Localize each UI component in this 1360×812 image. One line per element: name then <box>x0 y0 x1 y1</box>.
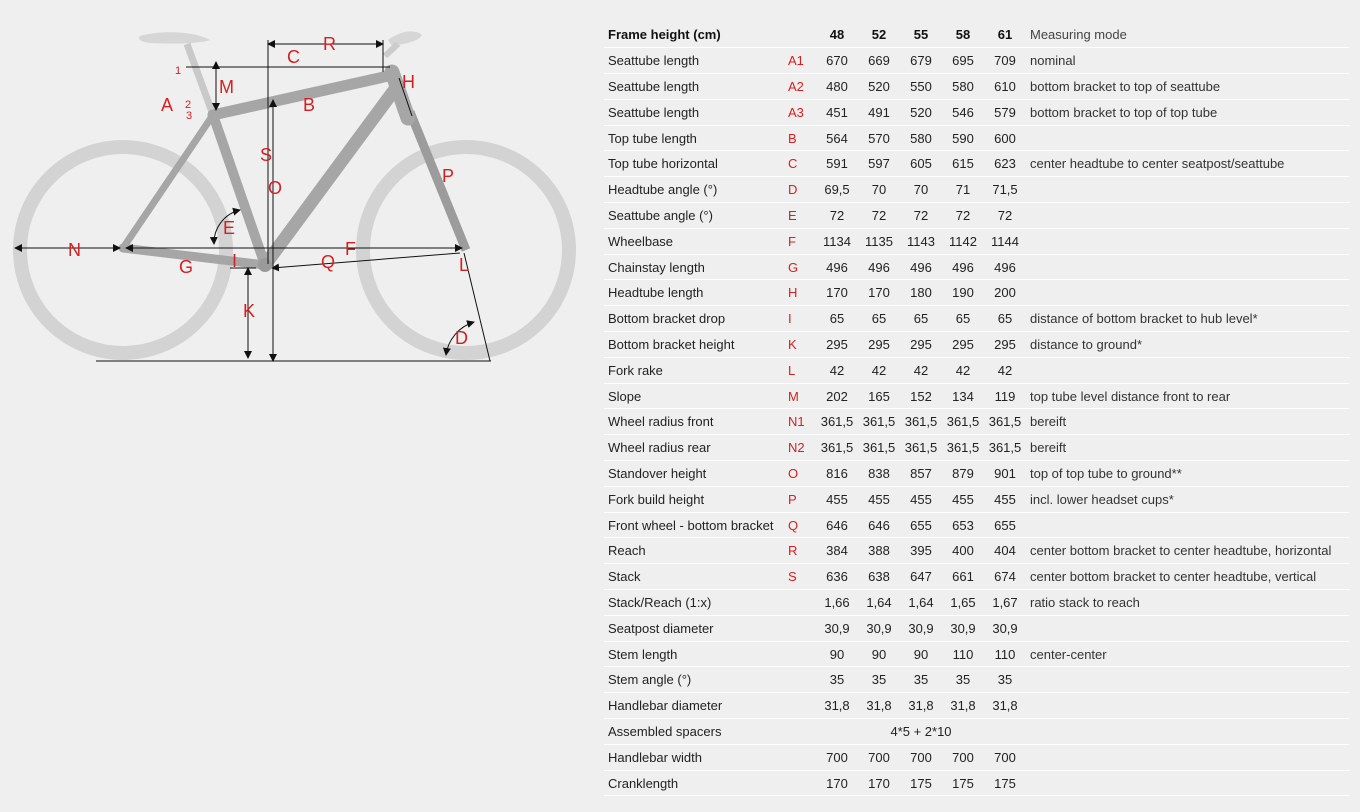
table-row <box>604 254 1349 280</box>
value-cell: 42 <box>984 357 1026 383</box>
value-cell: 520 <box>900 99 942 125</box>
value-cell: 31,8 <box>900 693 942 719</box>
value-cell: 134 <box>942 383 984 409</box>
value-cell: 361,5 <box>816 409 858 435</box>
value-cell: 597 <box>858 151 900 177</box>
measurement-code: D <box>784 177 816 203</box>
value-cell: 623 <box>984 151 1026 177</box>
table-row <box>604 306 1349 332</box>
value-cell: 72 <box>816 203 858 229</box>
value-cell: 700 <box>858 744 900 770</box>
value-cell: 119 <box>984 383 1026 409</box>
value-cell: 580 <box>942 74 984 100</box>
value-cell: 42 <box>900 357 942 383</box>
table-row <box>604 357 1349 383</box>
table-row <box>604 770 1349 796</box>
value-cell: 700 <box>900 744 942 770</box>
value-cell: 1,64 <box>858 590 900 616</box>
measurement-name: Stack/Reach (1:x) <box>604 590 784 616</box>
value-cell: 646 <box>816 512 858 538</box>
value-cell: 550 <box>900 74 942 100</box>
merged-value-cell: 4*5 + 2*10 <box>816 719 1026 745</box>
table-row <box>604 228 1349 254</box>
measuring-mode-heading: Measuring mode <box>1026 22 1349 48</box>
label-1: 1 <box>175 65 182 77</box>
value-cell: 70 <box>858 177 900 203</box>
measurement-code <box>784 615 816 641</box>
table-row <box>604 461 1349 487</box>
measurement-code: E <box>784 203 816 229</box>
measuring-mode-note: nominal <box>1026 48 1349 74</box>
measurement-code: M <box>784 383 816 409</box>
value-cell: 610 <box>984 74 1026 100</box>
value-cell: 361,5 <box>858 409 900 435</box>
size-heading: 55 <box>900 22 942 48</box>
measurement-code: C <box>784 151 816 177</box>
value-cell: 72 <box>942 203 984 229</box>
measuring-mode-note: bottom bracket to top of top tube <box>1026 99 1349 125</box>
value-cell: 655 <box>900 512 942 538</box>
measurement-name: Wheelbase <box>604 228 784 254</box>
measurement-code: R <box>784 538 816 564</box>
measuring-mode-note: center bottom bracket to center headtube, horizontal <box>1026 538 1349 564</box>
measurement-name: Seattube length <box>604 48 784 74</box>
value-cell: 71 <box>942 177 984 203</box>
value-cell: 190 <box>942 280 984 306</box>
measurement-code: N1 <box>784 409 816 435</box>
value-cell: 857 <box>900 461 942 487</box>
value-cell: 361,5 <box>900 409 942 435</box>
value-cell: 31,8 <box>984 693 1026 719</box>
measurement-code <box>784 719 816 745</box>
table-row <box>604 99 1349 125</box>
label-A: A <box>161 95 174 115</box>
value-cell: 404 <box>984 538 1026 564</box>
table-row <box>604 564 1349 590</box>
measuring-mode-note: bottom bracket to top of seattube <box>1026 74 1349 100</box>
value-cell: 295 <box>984 332 1026 358</box>
value-cell: 175 <box>984 770 1026 796</box>
label-D: D <box>455 328 468 348</box>
value-cell: 30,9 <box>900 615 942 641</box>
table-row <box>604 486 1349 512</box>
measurement-code: S <box>784 564 816 590</box>
measuring-mode-note: distance of bottom bracket to hub level* <box>1026 306 1349 332</box>
measurement-name: Handlebar width <box>604 744 784 770</box>
value-cell: 170 <box>816 280 858 306</box>
measurement-code <box>784 590 816 616</box>
table-row <box>604 203 1349 229</box>
measurement-name: Headtube angle (°) <box>604 177 784 203</box>
value-cell: 42 <box>816 357 858 383</box>
measuring-mode-note <box>1026 770 1349 796</box>
value-cell: 90 <box>816 641 858 667</box>
label-O: O <box>268 178 283 198</box>
value-cell: 901 <box>984 461 1026 487</box>
measurement-code: F <box>784 228 816 254</box>
value-cell: 295 <box>816 332 858 358</box>
value-cell: 170 <box>816 770 858 796</box>
measuring-mode-note <box>1026 357 1349 383</box>
table-row <box>604 177 1349 203</box>
value-cell: 636 <box>816 564 858 590</box>
value-cell: 700 <box>942 744 984 770</box>
measuring-mode-note <box>1026 744 1349 770</box>
fork <box>410 112 466 250</box>
value-cell: 816 <box>816 461 858 487</box>
table-row <box>604 280 1349 306</box>
size-heading: 58 <box>942 22 984 48</box>
measurement-code <box>784 641 816 667</box>
value-cell: 615 <box>942 151 984 177</box>
label-2: 2 <box>185 99 192 111</box>
label-R: R <box>323 34 336 54</box>
value-cell: 591 <box>816 151 858 177</box>
value-cell: 879 <box>942 461 984 487</box>
saddle <box>139 32 210 43</box>
value-cell: 30,9 <box>942 615 984 641</box>
value-cell: 384 <box>816 538 858 564</box>
value-cell: 361,5 <box>942 435 984 461</box>
value-cell: 361,5 <box>816 435 858 461</box>
value-cell: 72 <box>858 203 900 229</box>
measurement-code: L <box>784 357 816 383</box>
value-cell: 152 <box>900 383 942 409</box>
label-B: B <box>303 95 316 115</box>
value-cell: 165 <box>858 383 900 409</box>
value-cell: 170 <box>858 280 900 306</box>
measuring-mode-note <box>1026 615 1349 641</box>
label-3: 3 <box>186 110 193 122</box>
value-cell: 496 <box>942 254 984 280</box>
measurement-name: Fork rake <box>604 357 784 383</box>
value-cell: 30,9 <box>816 615 858 641</box>
value-cell: 361,5 <box>942 409 984 435</box>
value-cell: 600 <box>984 125 1026 151</box>
measurement-name: Front wheel - bottom bracket <box>604 512 784 538</box>
value-cell: 520 <box>858 74 900 100</box>
label-G: G <box>179 257 194 277</box>
value-cell: 395 <box>900 538 942 564</box>
measuring-mode-note: center bottom bracket to center headtube, vertical <box>1026 564 1349 590</box>
measurement-name: Seattube length <box>604 74 784 100</box>
value-cell: 496 <box>858 254 900 280</box>
measuring-mode-note <box>1026 254 1349 280</box>
measurement-name: Slope <box>604 383 784 409</box>
value-cell: 295 <box>900 332 942 358</box>
value-cell: 31,8 <box>858 693 900 719</box>
value-cell: 653 <box>942 512 984 538</box>
value-cell: 65 <box>816 306 858 332</box>
value-cell: 496 <box>984 254 1026 280</box>
value-cell: 1134 <box>816 228 858 254</box>
measurement-name: Bottom bracket drop <box>604 306 784 332</box>
bike-geometry-diagram <box>0 0 600 420</box>
label-C: C <box>287 47 300 67</box>
measurement-name: Cranklength <box>604 770 784 796</box>
value-cell: 65 <box>942 306 984 332</box>
value-cell: 709 <box>984 48 1026 74</box>
measurement-name: Wheel radius rear <box>604 435 784 461</box>
table-row <box>604 383 1349 409</box>
value-cell: 90 <box>858 641 900 667</box>
measurement-name: Reach <box>604 538 784 564</box>
size-heading: 48 <box>816 22 858 48</box>
size-heading: 61 <box>984 22 1026 48</box>
measuring-mode-note: incl. lower headset cups* <box>1026 486 1349 512</box>
value-cell: 1,64 <box>900 590 942 616</box>
measurement-code <box>784 667 816 693</box>
measurement-name: Stem length <box>604 641 784 667</box>
value-cell: 110 <box>942 641 984 667</box>
table-row <box>604 693 1349 719</box>
value-cell: 180 <box>900 280 942 306</box>
value-cell: 679 <box>900 48 942 74</box>
bottom-bracket <box>258 258 272 272</box>
table-row <box>604 435 1349 461</box>
value-cell: 361,5 <box>900 435 942 461</box>
value-cell: 455 <box>816 486 858 512</box>
value-cell: 451 <box>816 99 858 125</box>
value-cell: 361,5 <box>984 409 1026 435</box>
table-row <box>604 151 1349 177</box>
label-K: K <box>243 301 256 321</box>
value-cell: 65 <box>984 306 1026 332</box>
measurement-name: Standover height <box>604 461 784 487</box>
label-I: I <box>232 251 238 271</box>
value-cell: 646 <box>858 512 900 538</box>
code-heading <box>784 22 816 48</box>
value-cell: 669 <box>858 48 900 74</box>
measurement-code: A3 <box>784 99 816 125</box>
value-cell: 30,9 <box>984 615 1026 641</box>
value-cell: 175 <box>900 770 942 796</box>
value-cell: 31,8 <box>942 693 984 719</box>
measurement-code: I <box>784 306 816 332</box>
value-cell: 695 <box>942 48 984 74</box>
measuring-mode-note <box>1026 719 1349 745</box>
measurement-code <box>784 693 816 719</box>
value-cell: 361,5 <box>858 435 900 461</box>
value-cell: 570 <box>858 125 900 151</box>
measurement-code: A2 <box>784 74 816 100</box>
measuring-mode-note: bereift <box>1026 409 1349 435</box>
value-cell: 170 <box>858 770 900 796</box>
measuring-mode-note <box>1026 693 1349 719</box>
label-E: E <box>223 218 236 238</box>
value-cell: 579 <box>984 99 1026 125</box>
measuring-mode-note: top tube level distance front to rear <box>1026 383 1349 409</box>
value-cell: 455 <box>942 486 984 512</box>
value-cell: 564 <box>816 125 858 151</box>
measurement-name: Assembled spacers <box>604 719 784 745</box>
measurement-code: Q <box>784 512 816 538</box>
table-row <box>604 332 1349 358</box>
size-heading: 52 <box>858 22 900 48</box>
value-cell: 480 <box>816 74 858 100</box>
label-Q: Q <box>321 252 336 272</box>
table-row <box>604 719 1349 745</box>
table-row <box>604 615 1349 641</box>
value-cell: 455 <box>858 486 900 512</box>
measuring-mode-note: center-center <box>1026 641 1349 667</box>
measurement-name: Wheel radius front <box>604 409 784 435</box>
value-cell: 674 <box>984 564 1026 590</box>
measurement-code: B <box>784 125 816 151</box>
value-cell: 175 <box>942 770 984 796</box>
measuring-mode-note <box>1026 512 1349 538</box>
measurement-name: Seattube angle (°) <box>604 203 784 229</box>
value-cell: 670 <box>816 48 858 74</box>
value-cell: 580 <box>900 125 942 151</box>
value-cell: 1142 <box>942 228 984 254</box>
table-row <box>604 538 1349 564</box>
label-F: F <box>345 239 356 259</box>
measurement-name: Bottom bracket height <box>604 332 784 358</box>
label-P: P <box>442 166 455 186</box>
measurement-name: Handlebar diameter <box>604 693 784 719</box>
value-cell: 361,5 <box>984 435 1026 461</box>
value-cell: 35 <box>942 667 984 693</box>
measuring-mode-note <box>1026 177 1349 203</box>
value-cell: 1143 <box>900 228 942 254</box>
measurement-name: Fork build height <box>604 486 784 512</box>
label-S: S <box>260 145 273 165</box>
value-cell: 700 <box>984 744 1026 770</box>
value-cell: 35 <box>816 667 858 693</box>
value-cell: 35 <box>900 667 942 693</box>
value-cell: 65 <box>900 306 942 332</box>
table-row <box>604 125 1349 151</box>
table-row <box>604 74 1349 100</box>
value-cell: 295 <box>942 332 984 358</box>
value-cell: 491 <box>858 99 900 125</box>
value-cell: 42 <box>858 357 900 383</box>
value-cell: 65 <box>858 306 900 332</box>
measurement-name: Stack <box>604 564 784 590</box>
geometry-table <box>604 22 1349 796</box>
measuring-mode-note: bereift <box>1026 435 1349 461</box>
value-cell: 1144 <box>984 228 1026 254</box>
handlebar <box>388 31 422 46</box>
value-cell: 42 <box>942 357 984 383</box>
measurement-name: Headtube length <box>604 280 784 306</box>
table-row <box>604 641 1349 667</box>
value-cell: 90 <box>900 641 942 667</box>
measurement-name: Stem angle (°) <box>604 667 784 693</box>
label-M: M <box>219 77 234 97</box>
measurement-name: Seattube length <box>604 99 784 125</box>
table-row <box>604 48 1349 74</box>
value-cell: 110 <box>984 641 1026 667</box>
geometry-table-body <box>604 48 1349 796</box>
value-cell: 35 <box>858 667 900 693</box>
label-N: N <box>68 240 81 260</box>
value-cell: 647 <box>900 564 942 590</box>
measuring-mode-note <box>1026 228 1349 254</box>
stem <box>385 44 398 56</box>
value-cell: 1,67 <box>984 590 1026 616</box>
value-cell: 35 <box>984 667 1026 693</box>
table-row <box>604 512 1349 538</box>
value-cell: 71,5 <box>984 177 1026 203</box>
value-cell: 388 <box>858 538 900 564</box>
value-cell: 546 <box>942 99 984 125</box>
value-cell: 700 <box>816 744 858 770</box>
label-L: L <box>459 255 470 275</box>
measurement-code: G <box>784 254 816 280</box>
value-cell: 31,8 <box>816 693 858 719</box>
measurement-name: Seatpost diameter <box>604 615 784 641</box>
value-cell: 69,5 <box>816 177 858 203</box>
table-header-row <box>604 22 1349 48</box>
measuring-mode-note: center headtube to center seatpost/seattube <box>1026 151 1349 177</box>
table-row <box>604 744 1349 770</box>
value-cell: 295 <box>858 332 900 358</box>
value-cell: 202 <box>816 383 858 409</box>
value-cell: 590 <box>942 125 984 151</box>
value-cell: 72 <box>900 203 942 229</box>
measurement-code: H <box>784 280 816 306</box>
label-H: H <box>402 72 415 92</box>
value-cell: 30,9 <box>858 615 900 641</box>
value-cell: 70 <box>900 177 942 203</box>
measurement-code: K <box>784 332 816 358</box>
measuring-mode-note <box>1026 280 1349 306</box>
value-cell: 400 <box>942 538 984 564</box>
measurement-code: A1 <box>784 48 816 74</box>
value-cell: 655 <box>984 512 1026 538</box>
frame-height-heading: Frame height (cm) <box>604 22 784 48</box>
value-cell: 455 <box>900 486 942 512</box>
measurement-code <box>784 770 816 796</box>
measurement-name: Top tube length <box>604 125 784 151</box>
value-cell: 455 <box>984 486 1026 512</box>
measuring-mode-note <box>1026 667 1349 693</box>
table-row <box>604 409 1349 435</box>
measuring-mode-note: top of top tube to ground** <box>1026 461 1349 487</box>
measuring-mode-note <box>1026 125 1349 151</box>
value-cell: 605 <box>900 151 942 177</box>
value-cell: 638 <box>858 564 900 590</box>
measurement-code: N2 <box>784 435 816 461</box>
table-row <box>604 667 1349 693</box>
table-row <box>604 590 1349 616</box>
value-cell: 496 <box>816 254 858 280</box>
measurement-name: Top tube horizontal <box>604 151 784 177</box>
measurement-code: P <box>784 486 816 512</box>
measurement-name: Chainstay length <box>604 254 784 280</box>
value-cell: 496 <box>900 254 942 280</box>
measuring-mode-note <box>1026 203 1349 229</box>
value-cell: 1,66 <box>816 590 858 616</box>
value-cell: 200 <box>984 280 1026 306</box>
value-cell: 72 <box>984 203 1026 229</box>
measuring-mode-note: distance to ground* <box>1026 332 1349 358</box>
measurement-code: O <box>784 461 816 487</box>
value-cell: 1135 <box>858 228 900 254</box>
measuring-mode-note: ratio stack to reach <box>1026 590 1349 616</box>
value-cell: 838 <box>858 461 900 487</box>
value-cell: 1,65 <box>942 590 984 616</box>
value-cell: 661 <box>942 564 984 590</box>
measurement-code <box>784 744 816 770</box>
